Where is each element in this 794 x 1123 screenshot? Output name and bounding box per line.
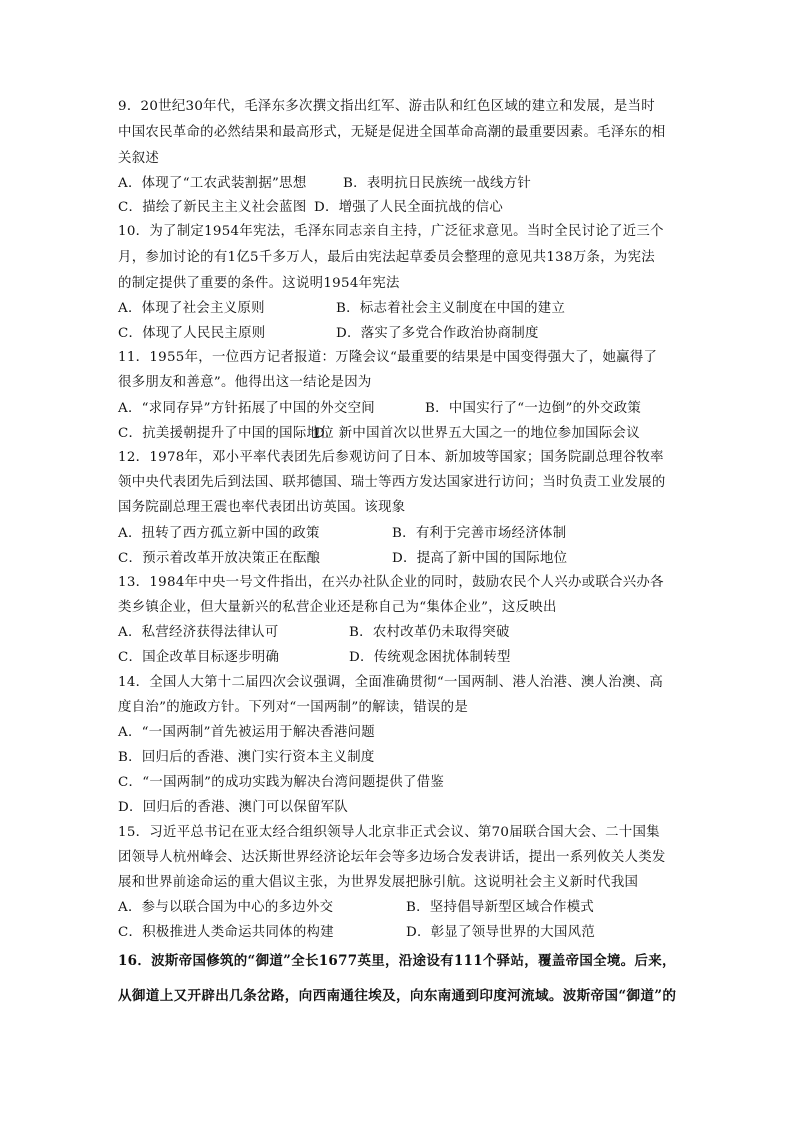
q15-option-c: C．积极推进人类命运共同体的构建 [118,925,334,940]
q9-option-b: B．表明抗日民族统一战线方针 [343,176,532,191]
q11-option-a: A．“求同存异”方针拓展了中国的外交空间 [118,401,376,416]
q9-option-d: D．增强了人民全面抗战的信心 [314,200,504,215]
q15-stem-line-3: 展和世界前途命运的重大倡议主张，为世界发展把脉引航。这说明社会主义新时代我国 [118,875,639,890]
q15-stem-line-2: 团领导人杭州峰会、达沃斯世界经济论坛年会等多边场合发表讲话，提出一系列攸关人类发 [118,850,666,865]
q13-option-c: C．国企改革目标逐步明确 [118,650,280,665]
q9-stem-line-3: 关叙述 [118,151,160,166]
q10-stem-line-3: 的制定提供了重要的条件。这说明1954年宪法 [118,276,400,291]
q12-stem-line-1: 12．1978年，邓小平率代表团先后参观访问了日本、新加坡等国家；国务院副总理谷牧率 [118,450,664,465]
q13-option-b: B．农村改革仍未取得突破 [349,625,510,640]
q15-option-b: B．坚持倡导新型区域合作模式 [406,900,595,915]
q15-option-d: D．彰显了领导世界的大国风范 [406,925,596,940]
q13-stem-line-1: 13．1984年中央一号文件指出，在兴办社队企业的同时，鼓励农民个人兴办或联合兴办各 [118,575,664,590]
q11-option-b: B．中国实行了“一边倒”的外交政策 [425,401,642,416]
q15-option-a: A．参与以联合国为中心的多边外交 [118,900,334,915]
q9-option-a: A．体现了“工农武装割据”思想 [118,176,307,191]
q16-stem-line-2: 从御道上又开辟出几条岔路，向西南通往埃及，向东南通到印度河流域。波斯帝国“御道”的 [118,988,677,1004]
q10-stem-line-1: 10．为了制定1954年宪法，毛泽东同志亲自主持，广泛征求意见。当时全民讨论了近三个 [118,224,664,239]
q12-option-a: A．扭转了西方孤立新中国的政策 [118,526,320,541]
q13-option-d: D．传统观念困扰体制转型 [349,650,511,665]
q10-stem-line-2: 月，参加讨论的有1亿5千多万人，最后由宪法起草委员会整理的意见共138万条，为宪法 [118,250,655,265]
q12-stem-line-3: 国务院副总理王震也率代表团出访英国。该现象 [118,500,406,515]
q10-option-b: B．标志着社会主义制度在中国的建立 [336,301,566,316]
q15-stem-line-1: 15．习近平总书记在亚太经合组织领导人北京非正式会议、第70届联合国大会、二十国集 [118,825,660,840]
q14-option-b: B．回归后的香港、澳门实行资本主义制度 [118,750,375,765]
q9-stem-line-1: 9．20世纪30年代，毛泽东多次撰文指出红军、游击队和红色区域的建立和发展，是当时 [118,99,655,114]
q14-option-d: D．回归后的香港、澳门可以保留军队 [118,800,349,815]
q10-option-a: A．体现了社会主义原则 [118,301,265,316]
q13-stem-line-2: 类乡镇企业，但大量新兴的私营企业还是称自己为“集体企业”，这反映出 [118,600,557,615]
q13-option-a: A．私营经济获得法律认可 [118,625,279,640]
q12-stem-line-2: 领中央代表团先后到法国、联邦德国、瑞士等西方发达国家进行访问；当时负责工业发展的 [118,475,666,490]
q11-stem-line-2: 很多朋友和善意”。他得出这一结论是因为 [118,375,372,390]
q12-option-b: B．有利于完善市场经济体制 [392,526,567,541]
q9-stem-line-2: 中国农民革命的必然结果和最高形式，无疑是促进全国革命高潮的最重要因素。毛泽东的相 [118,125,666,140]
q11-stem-line-1: 11．1955年，一位西方记者报道：万隆会议“最重要的结果是中国变得强大了，她赢得了 [118,350,658,365]
q12-option-d: D．提高了新中国的国际地位 [392,551,568,566]
q9-option-c: C．描绘了新民主主义社会蓝图 [118,200,307,215]
q10-option-d: D．落实了多党合作政治协商制度 [336,326,539,341]
q12-option-c: C．预示着改革开放决策正在酝酿 [118,551,321,566]
q14-stem-line-2: 度自治”的施政方针。下列对“一国两制”的解读，错误的是 [118,700,469,715]
q14-option-a: A．“一国两制”首先被运用于解决香港问题 [118,725,376,740]
q14-stem-line-1: 14．全国人大第十二届四次会议强调，全面准确贯彻“一国两制、港人治港、澳人治澳、高 [118,675,664,690]
q11-option-d: D．新中国首次以世界五大国之一的地位参加国际会议 [314,426,640,441]
q16-stem-line-1: 16．波斯帝国修筑的“御道”全长1677英里，沿途设有111个驿站，覆盖帝国全境。后来， [118,953,676,969]
q10-option-c: C．体现了人民民主原则 [118,326,266,341]
q11-option-c: C．抗美援朝提升了中国的国际地位 [118,426,334,441]
q14-option-c: C．“一国两制”的成功实践为解决台湾问题提供了借鉴 [118,775,445,790]
